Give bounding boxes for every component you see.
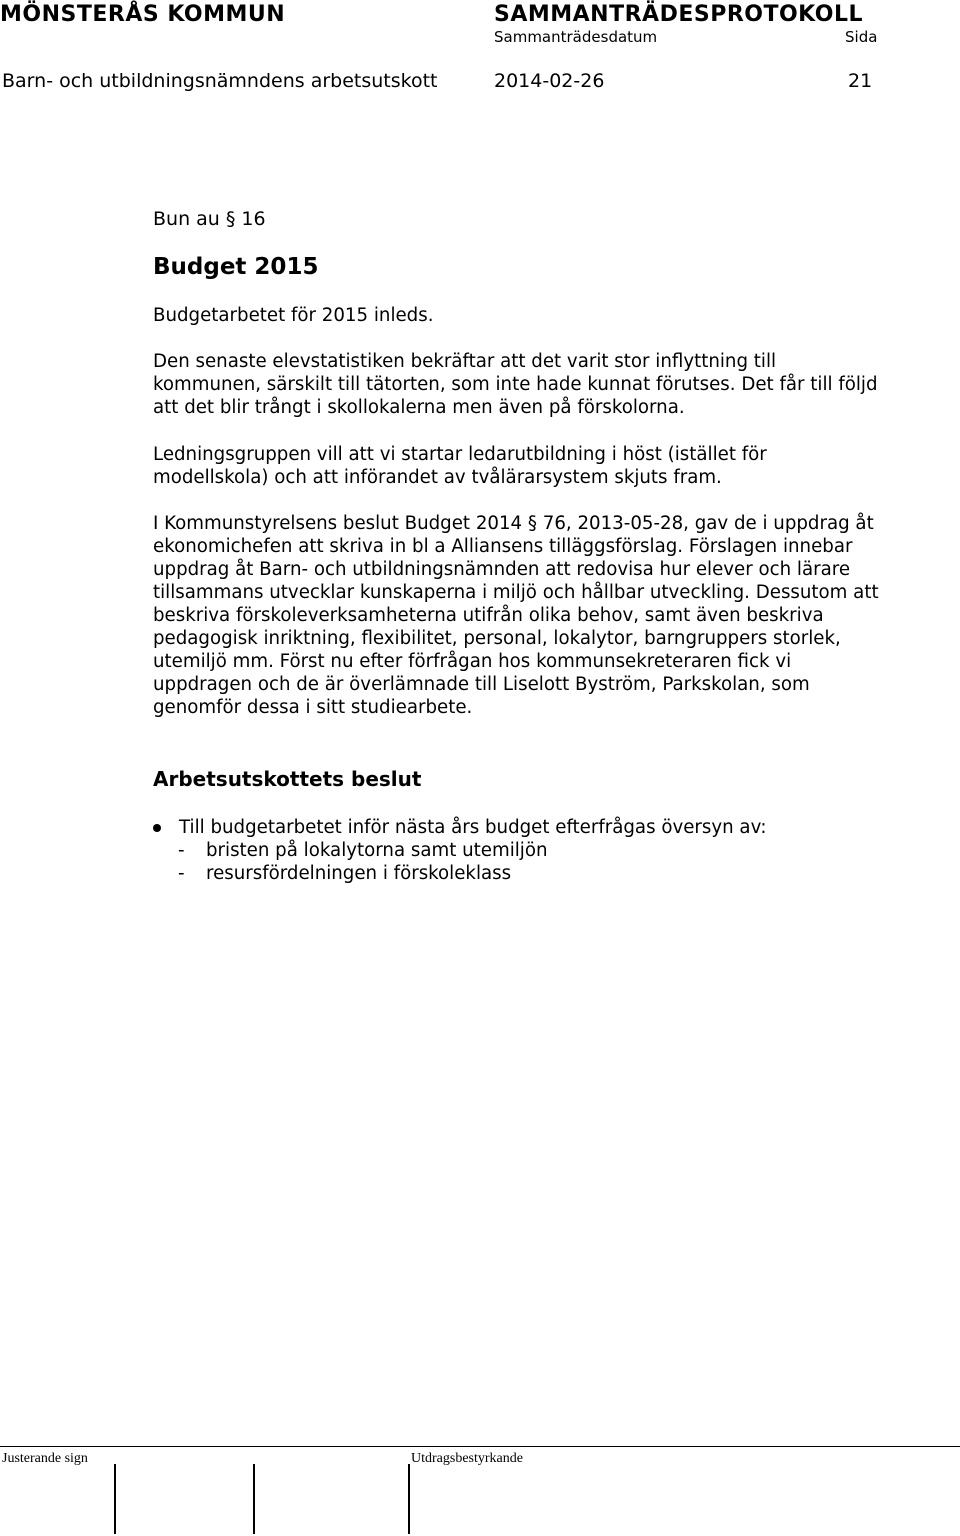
paragraph-assignment	[153, 512, 953, 719]
paragraph-line: tillsammans utvecklar kunskaperna i miljö och hållbar utveckling. Dessutom att	[153, 582, 879, 603]
bullet-text: Till budgetarbetet inför nästa års budget efterfrågas översyn av:	[179, 817, 767, 838]
bullet-icon	[153, 824, 161, 832]
section-reference: Bun au § 16	[153, 208, 266, 230]
paragraph-line: beskriva förskoleverksamheterna utifrån olika behov, samt även beskriva	[153, 605, 824, 626]
dash-marker: -	[178, 840, 185, 861]
paragraph-line: pedagogisk inriktning, flexibilitet, personal, lokalytor, barngruppers storlek,	[153, 628, 841, 649]
item-title: Budget 2015	[153, 254, 319, 280]
list-item-text: resursfördelningen i förskoleklass	[206, 863, 512, 884]
extract-certification-label: Utdragsbestyrkande	[411, 1451, 523, 1466]
paragraph-intro	[153, 304, 953, 327]
page-label: Sida	[845, 28, 878, 46]
paragraph-line: Budgetarbetet för 2015 inleds.	[153, 305, 434, 326]
paragraph-line: att det blir trångt i skollokalerna men även på förskolorna.	[153, 397, 685, 418]
decision-heading: Arbetsutskottets beslut	[153, 767, 422, 791]
paragraph-line: utemiljö mm. Först nu efter förfrågan hos kommunsekreteraren fick vi	[153, 651, 792, 672]
paragraph-line: genomför dessa i sitt studiearbete.	[153, 697, 473, 718]
list-item-text: bristen på lokalytorna samt utemiljön	[206, 840, 548, 861]
signature-box-divider	[253, 1464, 255, 1534]
dash-marker: -	[178, 863, 185, 884]
signature-box-divider	[408, 1464, 410, 1534]
date-label: Sammanträdesdatum	[494, 28, 658, 46]
paragraph-line: uppdragen och de är överlämnade till Liselott Byström, Parkskolan, som	[153, 674, 810, 695]
footer-divider	[0, 1446, 960, 1447]
committee-name: Barn- och utbildningsnämndens arbetsutskott	[2, 70, 438, 92]
signature-box-divider	[114, 1464, 116, 1534]
paragraph-statistics	[153, 350, 953, 419]
paragraph-leadership	[153, 443, 953, 489]
organization-name: MÖNSTERÅS KOMMUN	[0, 2, 286, 27]
paragraph-line: Den senaste elevstatistiken bekräftar att det varit stor inflyttning till	[153, 351, 777, 372]
paragraph-line: I Kommunstyrelsens beslut Budget 2014 § 76, 2013-05-28, gav de i uppdrag åt	[153, 513, 874, 534]
paragraph-line: uppdrag åt Barn- och utbildningsnämnden att redovisa hur elever och lärare	[153, 559, 851, 580]
page-number: 21	[848, 70, 873, 92]
paragraph-line: kommunen, särskilt till tätorten, som inte hade kunnat förutses. Det får till följd	[153, 374, 878, 395]
adjusting-signature-label: Justerande sign	[2, 1451, 88, 1466]
paragraph-line: ekonomichefen att skriva in bl a Alliansens tilläggsförslag. Förslagen innebar	[153, 536, 853, 557]
document-type: SAMMANTRÄDESPROTOKOLL	[494, 2, 863, 27]
paragraph-line: Ledningsgruppen vill att vi startar ledarutbildning i höst (istället för	[153, 444, 767, 465]
meeting-date: 2014-02-26	[494, 70, 605, 92]
paragraph-line: modellskola) och att införandet av tvålärarsystem skjuts fram.	[153, 467, 722, 488]
